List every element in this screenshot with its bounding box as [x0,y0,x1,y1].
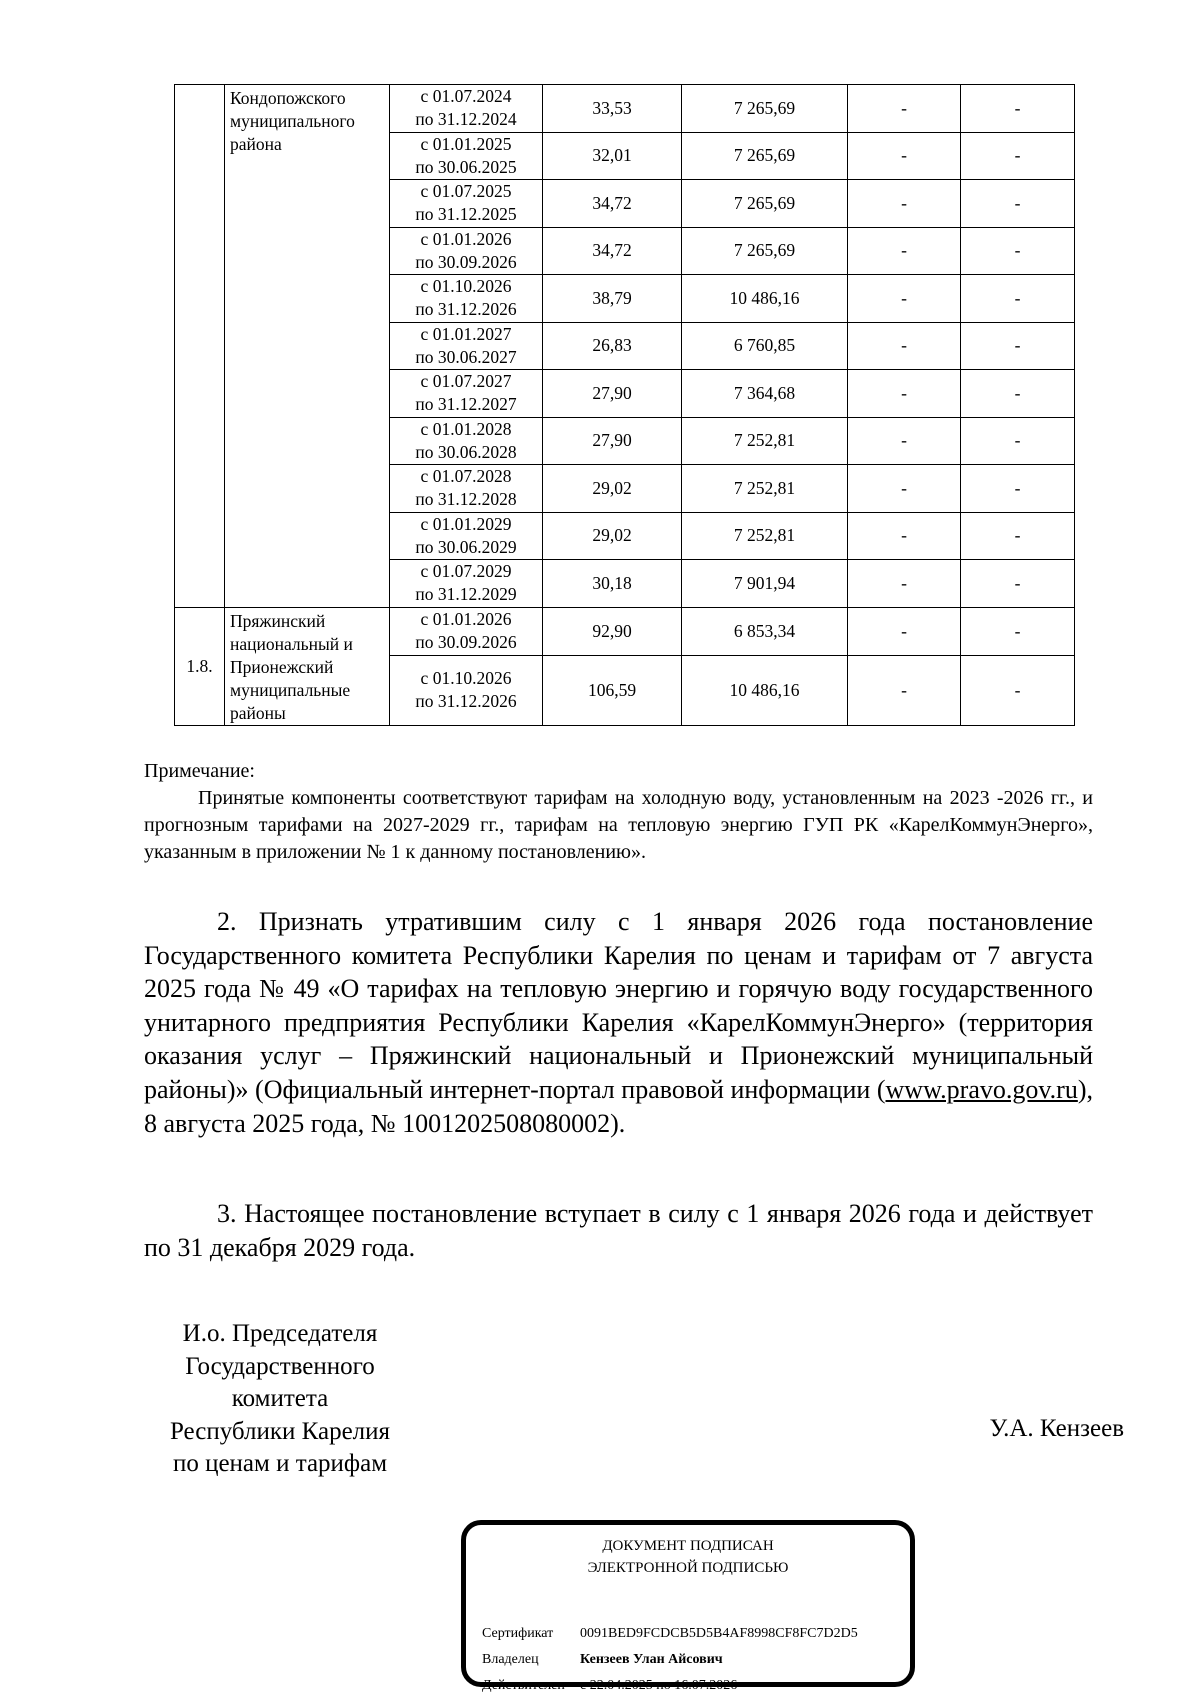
value4-cell: - [961,370,1075,418]
signatory-title-line: по ценам и тарифам [172,1450,388,1477]
paragraph-2 [144,905,1093,1140]
value3-cell: - [848,465,961,513]
value3-cell: - [848,560,961,608]
period-cell [390,417,543,465]
paragraph-2-text-end: ), 8 августа 2025 года, № 1001202508080002). [144,1074,1093,1138]
signatory-name: У.А. Кензеев [989,1415,1124,1442]
value2-cell: 10 486,16 [682,275,848,323]
period-from: с 01.07.2025 [420,181,512,202]
region-cell [225,85,390,608]
period-cell [390,656,543,725]
stamp-title [466,1535,910,1579]
tariff-table [174,84,1075,726]
value1-cell: 32,01 [543,132,682,180]
value2-cell: 10 486,16 [682,656,848,725]
period-from: с 01.01.2026 [420,609,512,630]
value4-cell: - [961,656,1075,725]
region-line: муниципального [230,111,355,131]
value2-cell: 7 901,94 [682,560,848,608]
value4-cell: - [961,132,1075,180]
signatory-title-line: Государственного [185,1352,375,1380]
period-cell [390,607,543,656]
value2-cell: 7 265,69 [682,180,848,228]
electronic-signature-stamp [461,1520,915,1693]
value3-cell: - [848,512,961,560]
stamp-valid-label: Действителен [482,1678,565,1693]
period-from: с 01.01.2026 [420,228,512,249]
period-to: по 30.06.2029 [415,536,517,557]
value3-cell: - [848,417,961,465]
period-to: по 30.06.2028 [415,441,517,462]
value4-cell: - [961,180,1075,228]
value3-cell: - [848,180,961,228]
period-to: по 31.12.2026 [415,299,517,320]
period-cell [390,85,543,133]
note-text: Принятые компоненты соответствуют тарифам на холодную воду, установленным на 2023 -2026 гг., и прогнозным тарифами на 2027-2029 гг., тарифам на тепловую энергию ГУП РК «КарелКоммунЭнерго», указанным в приложении № 1 к данному постановлению». [144,787,1093,863]
value3-cell: - [848,370,961,418]
stamp-owner-value: Кензеев Улан Айсович [580,1652,723,1667]
value2-cell: 6 760,85 [682,322,848,370]
region-line: национальный и [230,633,353,654]
stamp-valid-value: с 22.04.2025 по 16.07.2026 [580,1678,738,1693]
value2-cell: 7 265,69 [682,227,848,275]
signatory-title-line: Республики Карелия [169,1417,391,1445]
value1-cell: 27,90 [543,417,682,465]
pravo-link[interactable]: www.pravo.gov.ru [885,1074,1078,1104]
period-from: с 01.10.2026 [420,668,512,689]
region-line: районы [230,702,286,723]
period-cell [390,275,543,323]
value4-cell: - [961,275,1075,323]
value1-cell: 92,90 [543,607,682,656]
note-title: Примечание: [144,760,255,782]
value3-cell: - [848,275,961,323]
value3-cell: - [848,85,961,133]
value3-cell: - [848,132,961,180]
period-to: по 31.12.2029 [415,584,517,605]
value3-cell: - [848,227,961,275]
region-cell [225,607,390,725]
period-cell [390,132,543,180]
value4-cell: - [961,512,1075,560]
period-cell [390,322,543,370]
value1-cell: 30,18 [543,560,682,608]
period-from: с 01.07.2024 [420,86,512,107]
value1-cell: 27,90 [543,370,682,418]
value2-cell: 7 252,81 [682,465,848,513]
signatory-title [130,1318,430,1481]
row-number-cell [175,85,225,608]
period-to: по 31.12.2027 [415,394,517,415]
period-to: по 30.09.2026 [415,632,517,653]
row-number-cell: 1.8. [175,607,225,725]
period-cell [390,227,543,275]
value1-cell: 38,79 [543,275,682,323]
region-line: района [230,134,282,154]
value1-cell: 33,53 [543,85,682,133]
value3-cell: - [848,656,961,725]
value1-cell: 34,72 [543,227,682,275]
value2-cell: 6 853,34 [682,607,848,656]
value1-cell: 34,72 [543,180,682,228]
table-row [175,85,1075,133]
period-cell [390,465,543,513]
period-from: с 01.07.2029 [420,561,512,582]
value4-cell: - [961,560,1075,608]
table-row [175,607,1075,656]
stamp-title-line: ЭЛЕКТРОННОЙ ПОДПИСЬЮ [587,1560,789,1576]
value4-cell: - [961,322,1075,370]
signatory-title-line: И.о. Председателя [182,1320,378,1347]
period-from: с 01.01.2028 [420,418,512,439]
period-cell [390,512,543,560]
period-from: с 01.07.2028 [420,466,512,487]
period-from: с 01.07.2027 [420,371,512,392]
stamp-owner-label: Владелец [482,1652,539,1667]
period-to: по 30.09.2026 [415,251,517,272]
period-to: по 31.12.2028 [415,489,517,510]
stamp-certificate-value: 0091BED9FCDCB5D5B4AF8998CF8FC7D2D5 [580,1626,858,1641]
value4-cell: - [961,85,1075,133]
stamp-certificate-label: Сертификат [482,1626,554,1641]
period-to: по 31.12.2025 [415,204,517,225]
region-line: Пряжинский [230,610,326,631]
period-to: по 31.12.2024 [415,109,517,130]
stamp-valid-row [482,1675,737,1697]
period-from: с 01.01.2029 [420,513,512,534]
period-cell [390,180,543,228]
region-line: муниципальные [230,679,351,700]
value3-cell: - [848,322,961,370]
stamp-certificate-row [482,1623,858,1645]
period-from: с 01.01.2027 [420,323,512,344]
region-line: Прионежский [230,656,334,677]
value2-cell: 7 252,81 [682,417,848,465]
value4-cell: - [961,607,1075,656]
paragraph-3: 3. Настоящее постановление вступает в силу с 1 января 2026 года и действует по 31 декабря 2029 года. [144,1199,1093,1262]
value1-cell: 29,02 [543,465,682,513]
value2-cell: 7 265,69 [682,85,848,133]
signatory-title-line: комитета [231,1385,329,1412]
stamp-owner-row [482,1649,723,1671]
period-cell [390,560,543,608]
value3-cell: - [848,607,961,656]
period-from: с 01.10.2026 [420,276,512,297]
value2-cell: 7 364,68 [682,370,848,418]
value2-cell: 7 265,69 [682,132,848,180]
value1-cell: 26,83 [543,322,682,370]
value1-cell: 29,02 [543,512,682,560]
stamp-title-line: ДОКУМЕНТ ПОДПИСАН [602,1538,774,1554]
value4-cell: - [961,417,1075,465]
period-to: по 30.06.2025 [415,156,517,177]
period-cell [390,370,543,418]
paragraph-2-text: 2. Признать утратившим силу с 1 января 2026 года постановление Государственного комитета Республики Карелия по ценам и тарифам от 7 августа 2025 года № 49 «О тарифах на тепловую энергию и горячую воду государственного унитарного предприятия Республики Карелия «КарелКоммунЭнерго» (территория оказания услуг – Пряжинский национальный и Прионежский муниципальный районы)» (Официальный интернет-портал правовой информации ( [144,907,1093,1104]
period-to: по 30.06.2027 [415,346,517,367]
period-to: по 31.12.2026 [415,691,517,712]
period-from: с 01.01.2025 [420,133,512,154]
value4-cell: - [961,465,1075,513]
region-line: Кондопожского [230,88,346,108]
value4-cell: - [961,227,1075,275]
value1-cell: 106,59 [543,656,682,725]
value2-cell: 7 252,81 [682,512,848,560]
